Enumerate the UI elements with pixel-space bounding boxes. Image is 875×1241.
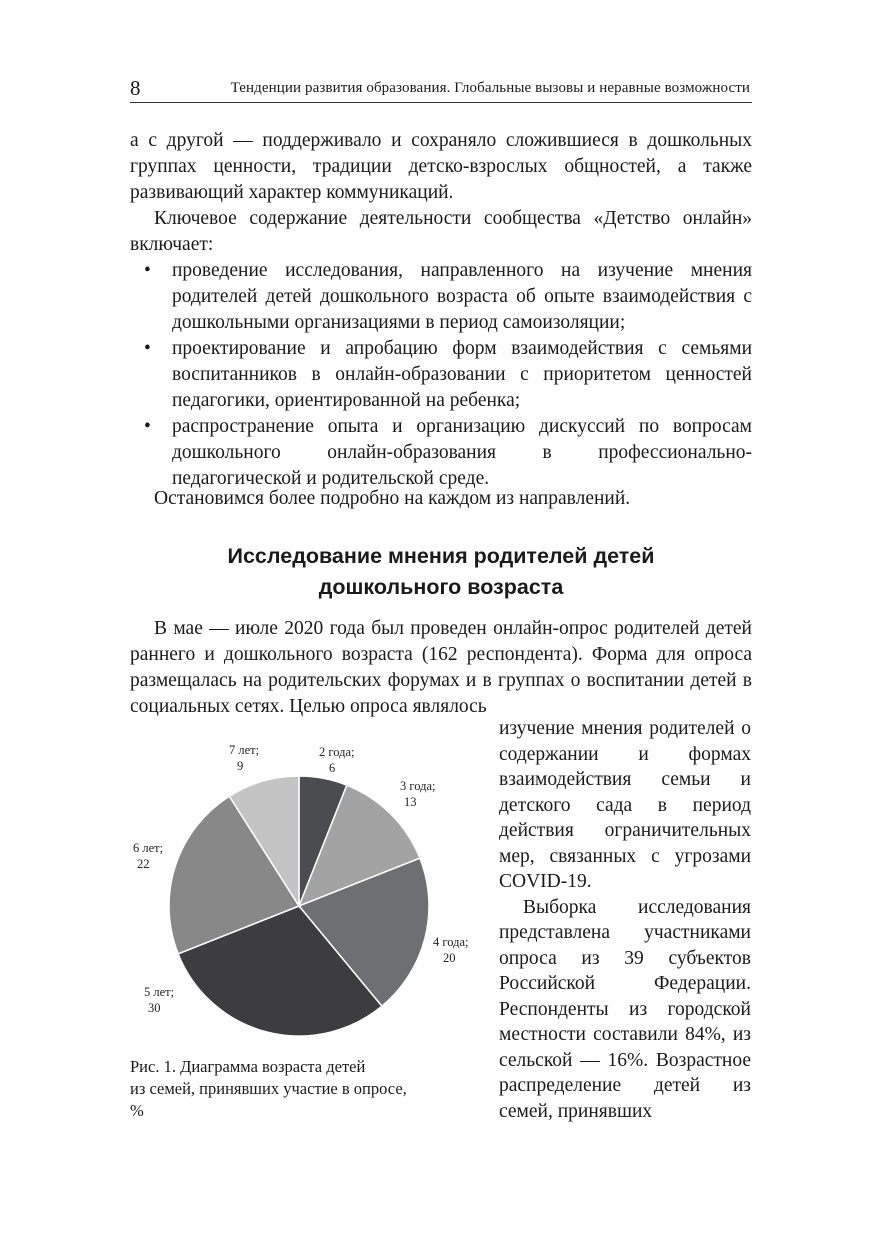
paragraph-community-content: Ключевое содержание деятельности сообщества «Детство онлайн» включает: bbox=[130, 208, 752, 255]
running-title: Тенденции развития образования. Глобальные вызовы и неравные возможности bbox=[230, 80, 750, 96]
bullet-item: • распространение опыта и организацию дискуссий по вопросам дошкольного онлайн-образования в профессионально-педагогической и родительской среде. bbox=[144, 416, 752, 489]
bullet-item: • проектирование и апробацию форм взаимодействия с семьями воспитанников в онлайн-образовании с приоритетом ценностей педагогики, ориентированной на ребенка; bbox=[144, 338, 752, 411]
pie-label-value: 22 bbox=[137, 857, 150, 871]
bullet-dot-icon: • bbox=[144, 338, 151, 359]
pie-label-value: 30 bbox=[148, 1001, 161, 1015]
figure-caption bbox=[130, 1056, 475, 1122]
section-heading-line1: Исследование мнения родителей детей bbox=[227, 544, 655, 568]
bullet-item: • проведение исследования, направленного на изучение мнения родителей детей дошкольного возраста об опыте взаимодействия с дошкольными организациями в период самоизоляции; bbox=[144, 260, 752, 333]
paragraph-continuation: а с другой — поддерживало и сохраняло сложившиеся в дошкольных группах ценности, традиции детско-взрослых общностей, а также развивающий характер коммуникаций. bbox=[130, 130, 752, 203]
pie-label-category: 6 лет; bbox=[133, 841, 164, 855]
pie-slices bbox=[169, 776, 429, 1036]
bullet-dot-icon: • bbox=[144, 416, 151, 437]
figure-caption-line3: % bbox=[130, 1101, 144, 1120]
section-heading-line2: дошкольного возраста bbox=[318, 575, 564, 599]
right-column-text bbox=[499, 716, 751, 1124]
pie-label-value: 9 bbox=[237, 759, 244, 773]
paragraph-survey-intro: В мае — июле 2020 года был проведен онлайн-опрос родителей детей раннего и дошкольного возраста (162 респондента). Форма для опроса размещалась на родительских форумах и в группах о воспитании детей в социальных сетях. Целью опроса являлось bbox=[130, 618, 752, 717]
bullet-dot-icon: • bbox=[144, 260, 151, 281]
section-heading bbox=[130, 541, 752, 603]
pie-label-category: 7 лет; bbox=[229, 743, 260, 757]
paragraph-directions: Остановимся более подробно на каждом из направлений. bbox=[154, 488, 631, 509]
bullet-list bbox=[130, 258, 752, 492]
figure-caption-line1: Рис. 1. Диаграмма возраста детей bbox=[130, 1057, 366, 1076]
figure-caption-line2: из семей, принявших участие в опросе, bbox=[130, 1079, 407, 1098]
pie-label-category: 4 года; bbox=[433, 935, 469, 949]
pie-label-value: 20 bbox=[443, 951, 456, 965]
pie-label-category: 2 года; bbox=[319, 745, 355, 759]
paragraph-survey-goal: изучение мнения родителей о содержании и формах взаимодействия семьи и детского сада в период действия ограничительных мер, связанных с угрозами COVID-19. bbox=[499, 718, 751, 892]
pie-label-category: 3 года; bbox=[400, 779, 436, 793]
running-header bbox=[130, 76, 752, 103]
page-number: 8 bbox=[130, 76, 141, 100]
pie-label-value: 6 bbox=[329, 761, 336, 775]
age-pie-chart bbox=[128, 736, 490, 1046]
paragraph-sample: Выборка исследования представлена участниками опроса из 39 субъектов Российской Федерации. Респонденты из городской местности составили 84%, из сельской — 16%. Возрастное распределение детей из семей, принявших bbox=[499, 896, 751, 1122]
pie-label-category: 5 лет; bbox=[144, 985, 175, 999]
pie-label-value: 13 bbox=[404, 795, 417, 809]
